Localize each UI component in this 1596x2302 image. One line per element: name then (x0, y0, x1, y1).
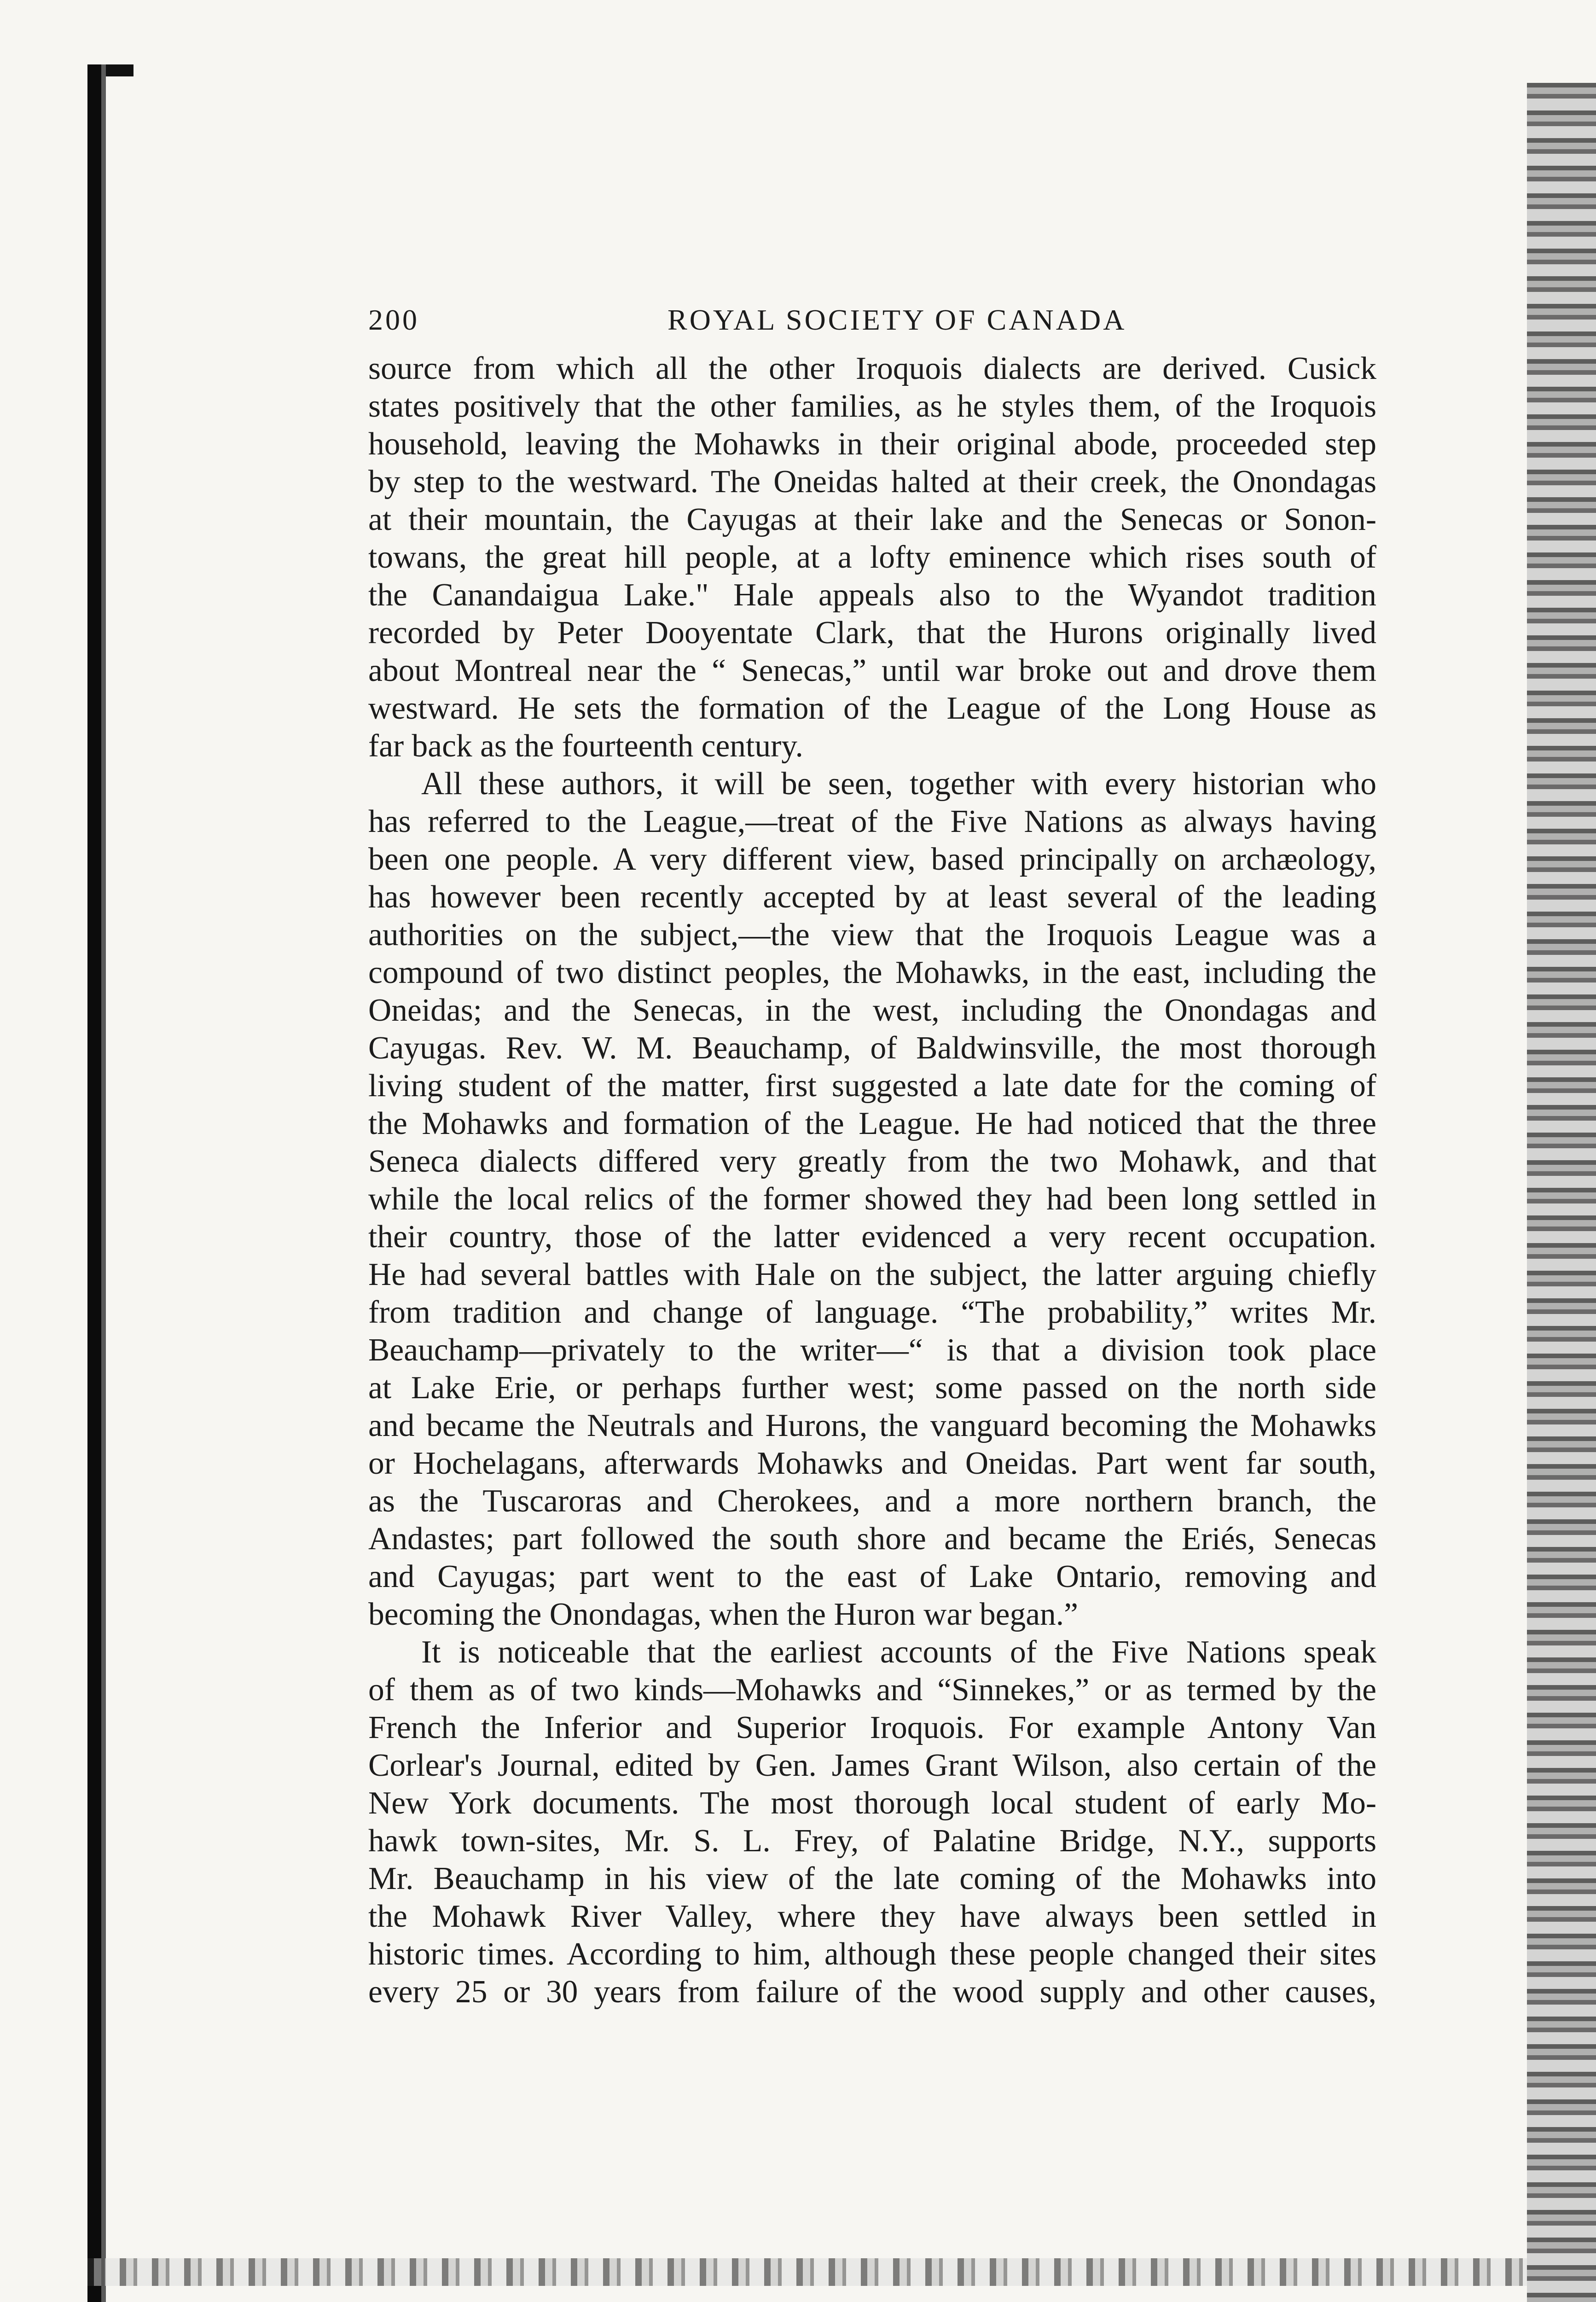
text-line: source from which all the other Iroquois dialects are derived. Cusick (368, 351, 1376, 386)
text-line: French the Inferior and Superior Iroquois. For example Antony Van (368, 1710, 1376, 1745)
text-line: as the Tuscaroras and Cherokees, and a more northern branch, the (368, 1483, 1376, 1519)
text-line: living student of the matter, first suggested a late date for the coming of (368, 1068, 1376, 1104)
paragraph-1 (368, 350, 1376, 765)
text-line: towans, the great hill people, at a lofty eminence which rises south of (368, 540, 1376, 575)
text-line: Beauchamp—privately to the writer—“ is that a division took place (368, 1332, 1376, 1368)
text-line: states positively that the other families, as he styles them, of the Iroquois (368, 389, 1376, 424)
running-head: ROYAL SOCIETY OF CANADA (667, 303, 1127, 336)
text-line: every 25 or 30 years from failure of the wood supply and other causes, (368, 1974, 1376, 2010)
text-line: of them as of two kinds—Mohawks and “Sinnekes,” or as termed by the (368, 1672, 1376, 1708)
scan-edge-left (87, 64, 122, 2302)
text-line: has however been recently accepted by at least several of the leading (368, 879, 1376, 915)
text-line: Cayugas. Rev. W. M. Beauchamp, of Baldwinsville, the most thorough (368, 1030, 1376, 1066)
text-line: compound of two distinct peoples, the Mohawks, in the east, including the (368, 955, 1376, 990)
text-line: hawk town-sites, Mr. S. L. Frey, of Palatine Bridge, N.Y., supports (368, 1823, 1376, 1859)
text-line: It is noticeable that the earliest accounts of the Five Nations speak (421, 1634, 1376, 1670)
text-line: and Cayugas; part went to the east of Lake Ontario, removing and (368, 1559, 1376, 1594)
text-line: the Mohawk River Valley, where they have always been settled in (368, 1899, 1376, 1934)
text-line: New York documents. The most thorough local student of early Mo- (368, 1785, 1376, 1821)
text-line: the Mohawks and formation of the League. He had noticed that the three (368, 1106, 1376, 1141)
text-line: He had several battles with Hale on the subject, the latter arguing chiefly (368, 1257, 1376, 1292)
text-line: at their mountain, the Cayugas at their lake and the Senecas or Sonon- (368, 502, 1376, 537)
text-line: Oneidas; and the Senecas, in the west, including the Onondagas and (368, 993, 1376, 1028)
text-line: All these authors, it will be seen, together with every historian who (421, 766, 1376, 802)
text-line: far back as the fourteenth century. (368, 728, 803, 764)
text-line: recorded by Peter Dooyentate Clark, that the Hurons originally lived (368, 615, 1376, 651)
text-line: has referred to the League,—treat of the Five Nations as always having (368, 804, 1376, 839)
text-line: been one people. A very different view, based principally on archæology, (368, 842, 1376, 877)
text-line: authorities on the subject,—the view that the Iroquois League was a (368, 917, 1376, 953)
text-line: Corlear's Journal, edited by Gen. James Grant Wilson, also certain of the (368, 1748, 1376, 1783)
text-line: household, leaving the Mohawks in their original abode, proceeded step (368, 426, 1376, 462)
page-header (368, 295, 1376, 350)
text-line: becoming the Onondagas, when the Huron war began.” (368, 1597, 1079, 1632)
text-line: Andastes; part followed the south shore and became the Eriés, Senecas (368, 1521, 1376, 1557)
text-line: Mr. Beauchamp in his view of the late coming of the Mohawks into (368, 1861, 1376, 1896)
paragraph-2 (368, 765, 1376, 1633)
text-line: and became the Neutrals and Hurons, the vanguard becoming the Mohawks (368, 1408, 1376, 1443)
page-number: 200 (368, 303, 419, 336)
text-line: westward. He sets the formation of the League of the Long House as (368, 691, 1376, 726)
text-line: about Montreal near the “ Senecas,” until war broke out and drove them (368, 653, 1376, 688)
scan-edge-bottom (87, 2258, 1527, 2286)
text-line: or Hochelagans, afterwards Mohawks and Oneidas. Part went far south, (368, 1446, 1376, 1481)
book-page (368, 295, 1376, 2011)
text-line: Seneca dialects differed very greatly from the two Mohawk, and that (368, 1144, 1376, 1179)
text-line: while the local relics of the former showed they had been long settled in (368, 1181, 1376, 1217)
text-line: at Lake Erie, or perhaps further west; some passed on the north side (368, 1370, 1376, 1406)
scan-edge-right (1527, 83, 1596, 2302)
text-line: from tradition and change of language. “The probability,” writes Mr. (368, 1295, 1376, 1330)
text-line: historic times. According to him, although these people changed their sites (368, 1936, 1376, 1972)
text-line: their country, those of the latter evidenced a very recent occupation. (368, 1219, 1376, 1255)
paragraph-3 (368, 1633, 1376, 2011)
text-line: the Canandaigua Lake." Hale appeals also to the Wyandot tradition (368, 577, 1376, 613)
text-line: by step to the westward. The Oneidas halted at their creek, the Onondagas (368, 464, 1376, 500)
